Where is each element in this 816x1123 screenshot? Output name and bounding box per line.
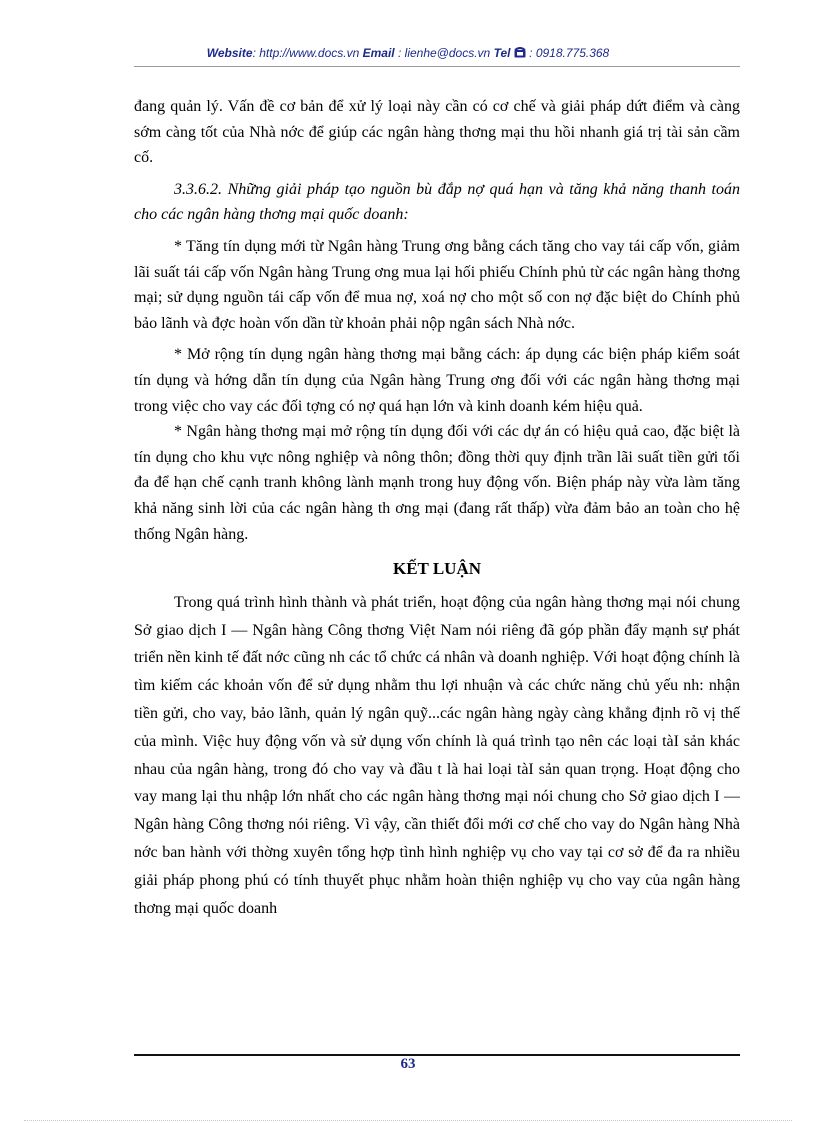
phone-icon: [514, 46, 529, 60]
conclusion-title: KẾT LUẬN: [392, 559, 481, 579]
email-value[interactable]: : lienhe@docs.vn: [397, 46, 491, 60]
website-value[interactable]: : http://www.docs.vn: [252, 46, 360, 60]
conclusion-paragraph: Trong quá trình hình thành và phát triển, hoạt động của ngân hàng thơng mại nói chung Sở giao dịch I — Ngân hàng Công thơng Việt Nam nói riêng đã góp phần đẩy mạnh sự phát triển nền kinh tế đất nớc cũng nh các tổ chức cá nhân và doanh nghiệp. Với hoạt động chính là tìm kiếm các khoản vốn để sử dụng nhằm thu lợi nhuận và các chức năng chủ yếu nh: nhận tiền gửi, cho vay, bảo lãnh, quản lý ngân quỹ...các ngân hàng ngày càng khẳng định rõ vị thế của mình. Việc huy động vốn và sử dụng vốn chính là quá trình tạo nên các loại tàI sản khác nhau của ngân hàng, trong đó cho vay và đầu t là hai loại tàI sản quan trọng. Hoạt động cho vay mang lại thu nhập lớn nhất cho các ngân hàng thơng mại nói chung cho Sở giao dịch I — Ngân hàng Công thơng nói riêng. Vì vậy, cần thiết đổi mới cơ chế cho vay do Ngân hàng Nhà nớc ban hành với thờng xuyên tổng hợp tình hình nghiệp vụ cho vay tại cơ sở để đa ra nhiều giải pháp phong phú có tính thuyết phục nhằm hoàn thiện nghiệp vụ cho vay của ngân hàng thơng mại quốc doanh: [134, 593, 740, 917]
website-label: Website: [206, 46, 253, 60]
section-heading: 3.3.6.2. Những giải pháp tạo nguồn bù đắp nợ quá hạn và tăng khả năng thanh toán cho các ngân hàng thơng mại quốc doanh:: [134, 180, 740, 224]
tel-label: Tel: [493, 46, 511, 60]
page-content: [134, 94, 740, 922]
paragraph-project-credit: * Ngân hàng thơng mại mở rộng tín dụng đối với các dự án có hiệu quả cao, đặc biệt là tín dụng cho khu vực nông nghiệp và nông thôn; đồng thời quy định trần lãi suất tiền gửi tối đa để hạn chế cạnh tranh không lành mạnh trong huy động vốn. Biện pháp này vừa làm tăng khả năng sinh lời của các ngân hàng th ơng mại (đang rất thấp) vừa đảm bảo an toàn cho hệ thống Ngân hàng.: [134, 423, 740, 543]
page-bottom-border: [24, 1120, 792, 1121]
conclusion-section: [134, 555, 740, 922]
paragraph-expand-credit: * Mở rộng tín dụng ngân hàng thơng mại bằng cách: áp dụng các biện pháp kiểm soát tín dụng và hớng dẫn tín dụng của Ngân hàng Trung ơng đối với các ngân hàng thơng mại trong việc cho vay các đối tợng có nợ quá hạn lớn và kinh doanh kém hiệu quả.: [134, 346, 740, 415]
page-header: [0, 46, 816, 60]
tel-value[interactable]: : 0918.775.368: [529, 46, 610, 60]
page-number: 63: [400, 1056, 416, 1072]
paragraph-central-bank-credit: * Tăng tín dụng mới từ Ngân hàng Trung ơng bằng cách tăng cho vay tái cấp vốn, giảm lãi suất tái cấp vốn Ngân hàng Trung ơng mua lại hối phiếu Chính phủ từ các ngân hàng thơng mại; sử dụng nguồn tái cấp vốn để mua nợ, xoá nợ cho một số con nợ đặc biệt do Chính phủ bảo lãnh và đợc hoàn vốn dần từ khoản phải nộp ngân sách Nhà nớc.: [134, 237, 740, 332]
email-label: Email: [362, 46, 395, 60]
header-divider: [134, 66, 740, 67]
paragraph-continuation: đang quản lý. Vấn đề cơ bản để xử lý loại này cần có cơ chế và giải pháp dứt điểm và càng sớm càng tốt của Nhà nớc để giúp các ngân hàng thơng mại thu hồi nhanh giá trị tài sản cầm cố.: [134, 98, 740, 167]
